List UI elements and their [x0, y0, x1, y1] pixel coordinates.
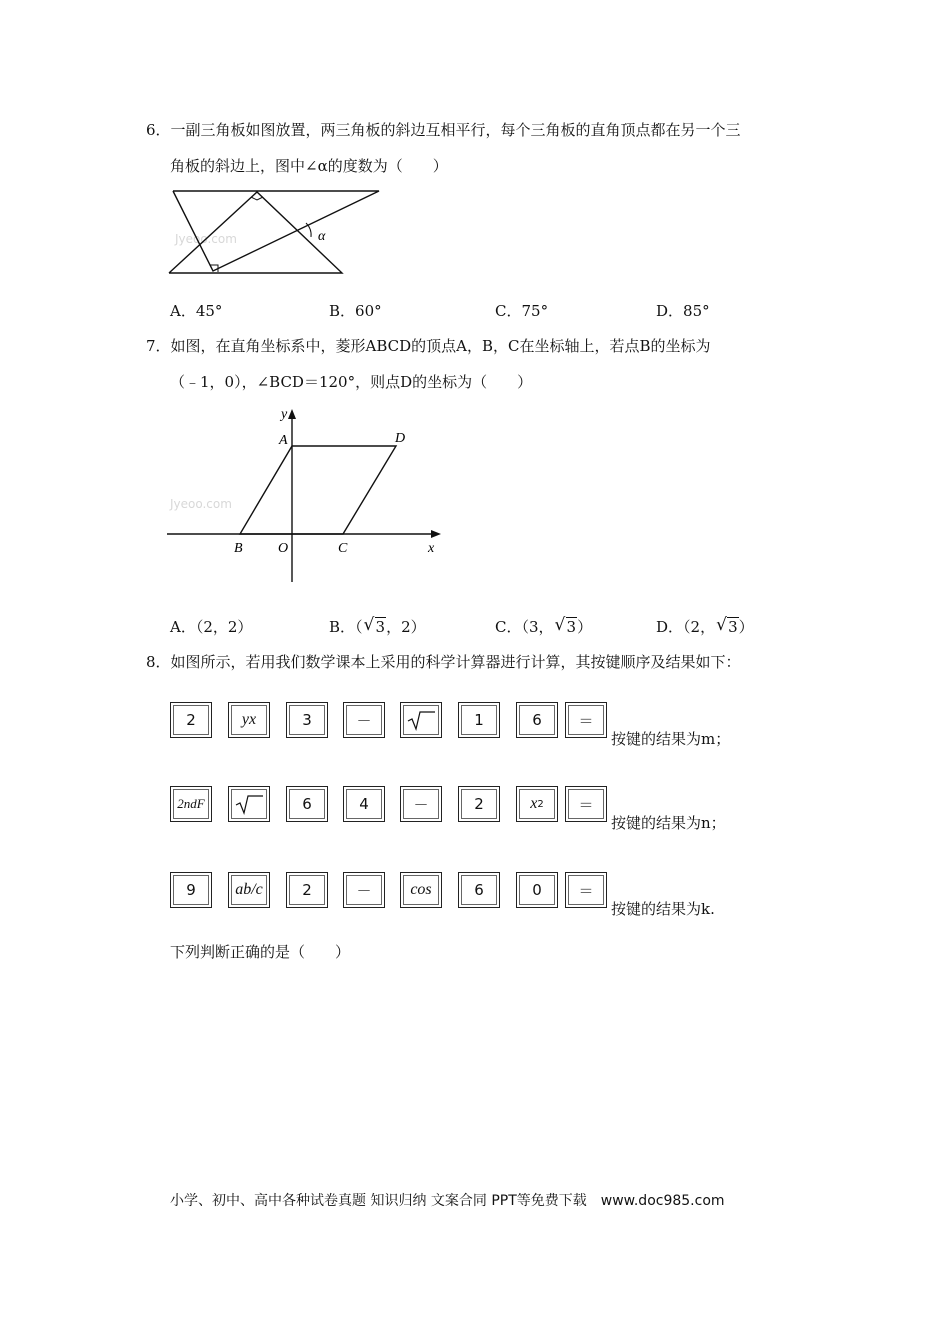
q7-option-c[interactable] — [495, 617, 592, 637]
key-6[interactable] — [458, 872, 500, 908]
key-label: 3 — [302, 711, 312, 729]
key-equals[interactable] — [565, 872, 607, 908]
key-6[interactable] — [516, 702, 558, 738]
q7-label-x: x — [428, 541, 435, 556]
key-label: － — [413, 795, 429, 814]
key-label: a — [235, 881, 244, 898]
q7-option-b-prefix: B．（ — [329, 618, 363, 636]
key-label: 6 — [474, 881, 484, 899]
key-1[interactable] — [458, 702, 500, 738]
q8-intro: 8．如图所示，若用我们数学课本上采用的科学计算器进行计算，其按键顺序及结果如下： — [146, 653, 741, 671]
key-minus[interactable] — [400, 786, 442, 822]
key-3[interactable] — [286, 702, 328, 738]
key-label: 4 — [359, 795, 369, 813]
q7-option-b-radicand: 3 — [375, 618, 386, 636]
q6-option-b[interactable]: B．60° — [329, 302, 382, 320]
key-equals[interactable] — [565, 786, 607, 822]
sqrt-icon — [406, 709, 436, 731]
key-label: x — [530, 795, 538, 812]
key-minus[interactable] — [343, 872, 385, 908]
q7-coordinate-figure — [165, 402, 450, 587]
q6-option-d[interactable]: D．85° — [656, 302, 710, 320]
q7-option-b-suffix: ，2） — [386, 618, 426, 636]
q7-option-a[interactable]: A．（2，2） — [170, 618, 253, 636]
q6-option-a[interactable]: A．45° — [170, 302, 223, 320]
key-9[interactable] — [170, 872, 212, 908]
sqrt-symbol: √ 3 — [554, 615, 577, 636]
q7-watermark: Jyeoo.com — [170, 497, 232, 511]
key-label: 2 — [302, 881, 312, 899]
q7-label-c: C — [338, 541, 348, 556]
q7-label-o: O — [278, 541, 289, 556]
key-2[interactable] — [170, 702, 212, 738]
key-minus[interactable] — [343, 702, 385, 738]
key-2ndf[interactable] — [170, 786, 212, 822]
key-0[interactable] — [516, 872, 558, 908]
key-square[interactable] — [516, 786, 558, 822]
q6-option-c[interactable]: C．75° — [495, 302, 549, 320]
key-sqrt[interactable] — [228, 786, 270, 822]
sqrt-symbol: √ 3 — [716, 615, 738, 636]
key-label: 6 — [302, 795, 312, 813]
q7-option-b[interactable] — [329, 617, 426, 637]
key-equals[interactable] — [565, 702, 607, 738]
key-label: cos — [410, 881, 432, 898]
key-label: 9 — [186, 881, 196, 899]
q7-option-c-prefix: C．（3， — [495, 618, 554, 636]
key-label-sup: b — [243, 881, 252, 898]
key-label-tail: /c — [251, 881, 263, 898]
q7-option-d-prefix: D．（2， — [656, 618, 716, 636]
key-label: 2 — [474, 795, 484, 813]
key-label: ＝ — [578, 711, 594, 730]
page-footer: 小学、初中、高中各种试卷真题 知识归纳 文案合同 PPT等免费下载 www.doc985.com — [170, 1193, 725, 1209]
row1-result: 按键的结果为m； — [611, 730, 731, 748]
key-label: y — [241, 711, 249, 728]
sqrt-symbol: √ 3 — [363, 615, 386, 636]
key-sqrt[interactable] — [400, 702, 442, 738]
q6-text-line1: 6．一副三角板如图放置，两三角板的斜边互相平行，每个三角板的直角顶点都在另一个三 — [146, 121, 741, 139]
key-label: 0 — [532, 881, 542, 899]
q6-alpha-label: α — [318, 229, 326, 244]
q7-option-c-suffix: ） — [577, 618, 593, 636]
q7-option-d[interactable] — [656, 617, 754, 637]
sqrt-icon — [234, 793, 264, 815]
key-cos[interactable] — [400, 872, 442, 908]
key-label: － — [356, 711, 372, 730]
key-4[interactable] — [343, 786, 385, 822]
q6-text-line2: 角板的斜边上，图中∠α的度数为（ ） — [170, 157, 448, 175]
row2-result: 按键的结果为n； — [611, 814, 726, 832]
key-2[interactable] — [458, 786, 500, 822]
key-label: ＝ — [578, 881, 594, 900]
q7-option-d-suffix: ） — [738, 618, 754, 636]
q7-label-b: B — [234, 541, 243, 556]
key-label: 2ndF — [177, 796, 205, 811]
key-label: 1 — [474, 711, 484, 729]
key-2[interactable] — [286, 872, 328, 908]
key-label-sup: 2 — [537, 798, 544, 810]
q7-option-d-radicand: 3 — [728, 618, 738, 636]
q7-label-y: y — [281, 407, 288, 422]
key-label: － — [356, 881, 372, 900]
q7-text-line2: （﹣1，0），∠BCD＝120°，则点D的坐标为（ ） — [170, 373, 533, 391]
q7-option-c-radicand: 3 — [566, 618, 577, 636]
key-power[interactable] — [228, 702, 270, 738]
q6-triangle-figure — [165, 185, 390, 280]
key-fraction[interactable] — [228, 872, 270, 908]
q6-watermark: Jyeoo.com — [175, 232, 237, 246]
q7-label-d: D — [395, 431, 406, 446]
key-label: ＝ — [578, 795, 594, 814]
q7-text-line1: 7．如图，在直角坐标系中，菱形ABCD的顶点A，B，C在坐标轴上，若点B的坐标为 — [146, 337, 711, 355]
key-6[interactable] — [286, 786, 328, 822]
key-label-sup: x — [249, 711, 257, 728]
q7-label-a: A — [279, 433, 288, 448]
key-label: 6 — [532, 711, 542, 729]
row3-result: 按键的结果为k. — [611, 900, 715, 918]
key-label: 2 — [186, 711, 196, 729]
q8-question: 下列判断正确的是（ ） — [170, 943, 351, 961]
